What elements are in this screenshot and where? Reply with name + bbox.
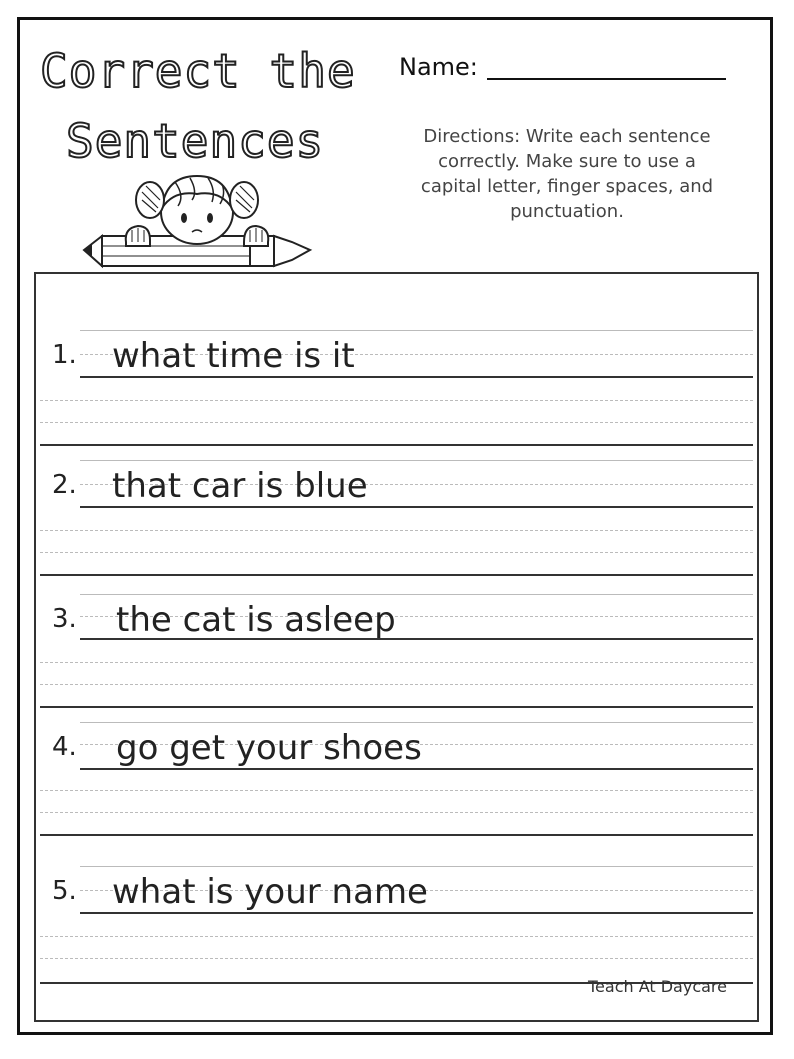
writing-descender-line [40,936,753,937]
writing-descender-line [40,790,753,791]
item-sentence: the cat is asleep [116,600,396,640]
writing-top-line [80,594,753,595]
writing-area [34,272,759,1022]
writing-guide-line [40,812,753,813]
writing-base-line[interactable] [80,376,753,378]
item-number: 4. [52,732,77,762]
item-sentence: what is your name [112,872,428,912]
writing-top-line [80,722,753,723]
footer-credit: Teach At Daycare [587,977,727,996]
worksheet-title: Correct the [40,44,356,98]
item-sentence: what time is it [112,336,355,376]
writing-guide-line [40,552,753,553]
worksheet-title-continued: Sentences [66,114,325,168]
writing-guide-line [40,684,753,685]
item-number: 5. [52,876,77,906]
writing-base-line[interactable] [80,768,753,770]
item-number: 2. [52,470,77,500]
list-item [36,574,757,704]
directions-text: Directions: Write each sentence correctly. Make sure to use a capital letter, finger spaces, and punctuation. [420,126,714,222]
item-sentence: go get your shoes [116,728,422,768]
item-number: 1. [52,340,77,370]
name-label: Name: [399,53,478,81]
girl-with-pencil-illustration [80,170,315,276]
item-separator [40,834,753,836]
writing-top-line [80,866,753,867]
list-item [36,444,757,574]
list-item [36,314,757,444]
writing-base-line[interactable] [80,912,753,914]
item-number: 3. [52,604,77,634]
list-item [36,840,757,970]
writing-guide-line [40,958,753,959]
list-item [36,706,757,836]
writing-descender-line [40,662,753,663]
writing-top-line [80,330,753,331]
writing-descender-line [40,400,753,401]
name-field[interactable] [487,78,726,80]
writing-top-line [80,460,753,461]
writing-guide-line [40,422,753,423]
writing-descender-line [40,530,753,531]
item-sentence: that car is blue [112,466,368,506]
writing-base-line[interactable] [80,506,753,508]
